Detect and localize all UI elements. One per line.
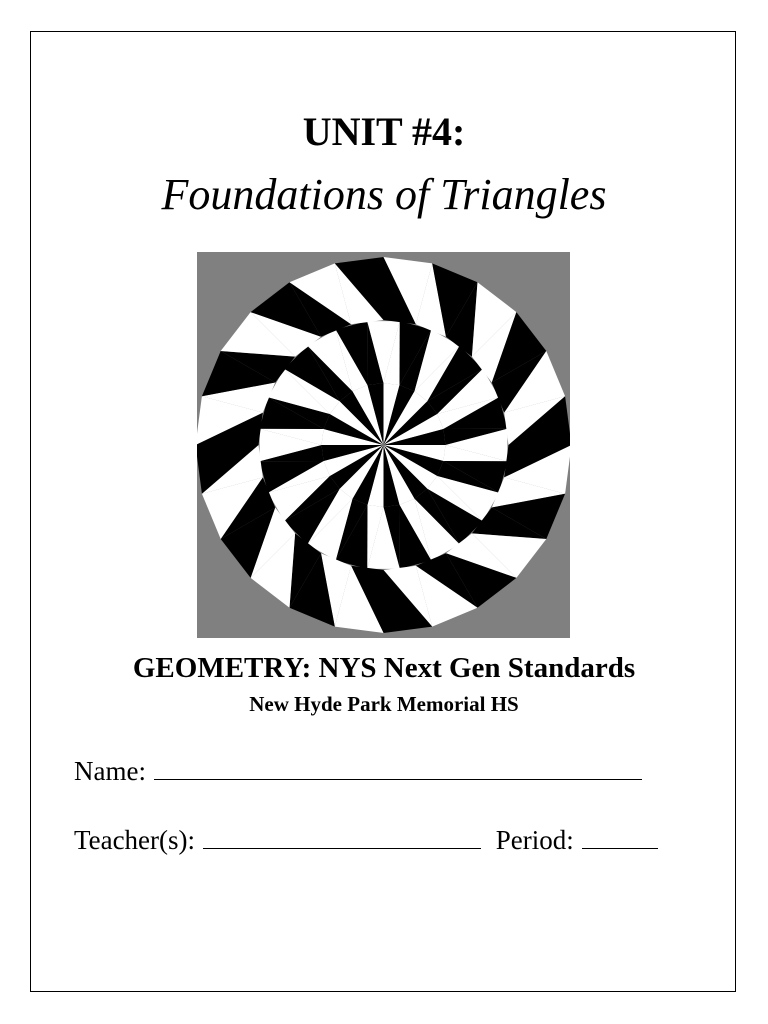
course-title: GEOMETRY: NYS Next Gen Standards [132,652,636,684]
period-input-line[interactable] [582,824,658,849]
period-label: Period: [495,825,574,855]
teacher-label: Teacher(s): [74,825,196,855]
teacher-input-line[interactable] [203,824,481,849]
unit-title: UNIT #4: [302,109,466,154]
name-label: Name: [74,756,146,786]
cover-pattern-triangles [197,257,570,633]
school-name: New Hyde Park Memorial HS [249,692,519,716]
cover-pattern-image [197,252,570,638]
name-field-row [74,754,642,788]
unit-subtitle: Foundations of Triangles [161,170,607,219]
teacher-period-row [74,823,658,857]
name-input-line[interactable] [154,755,642,780]
